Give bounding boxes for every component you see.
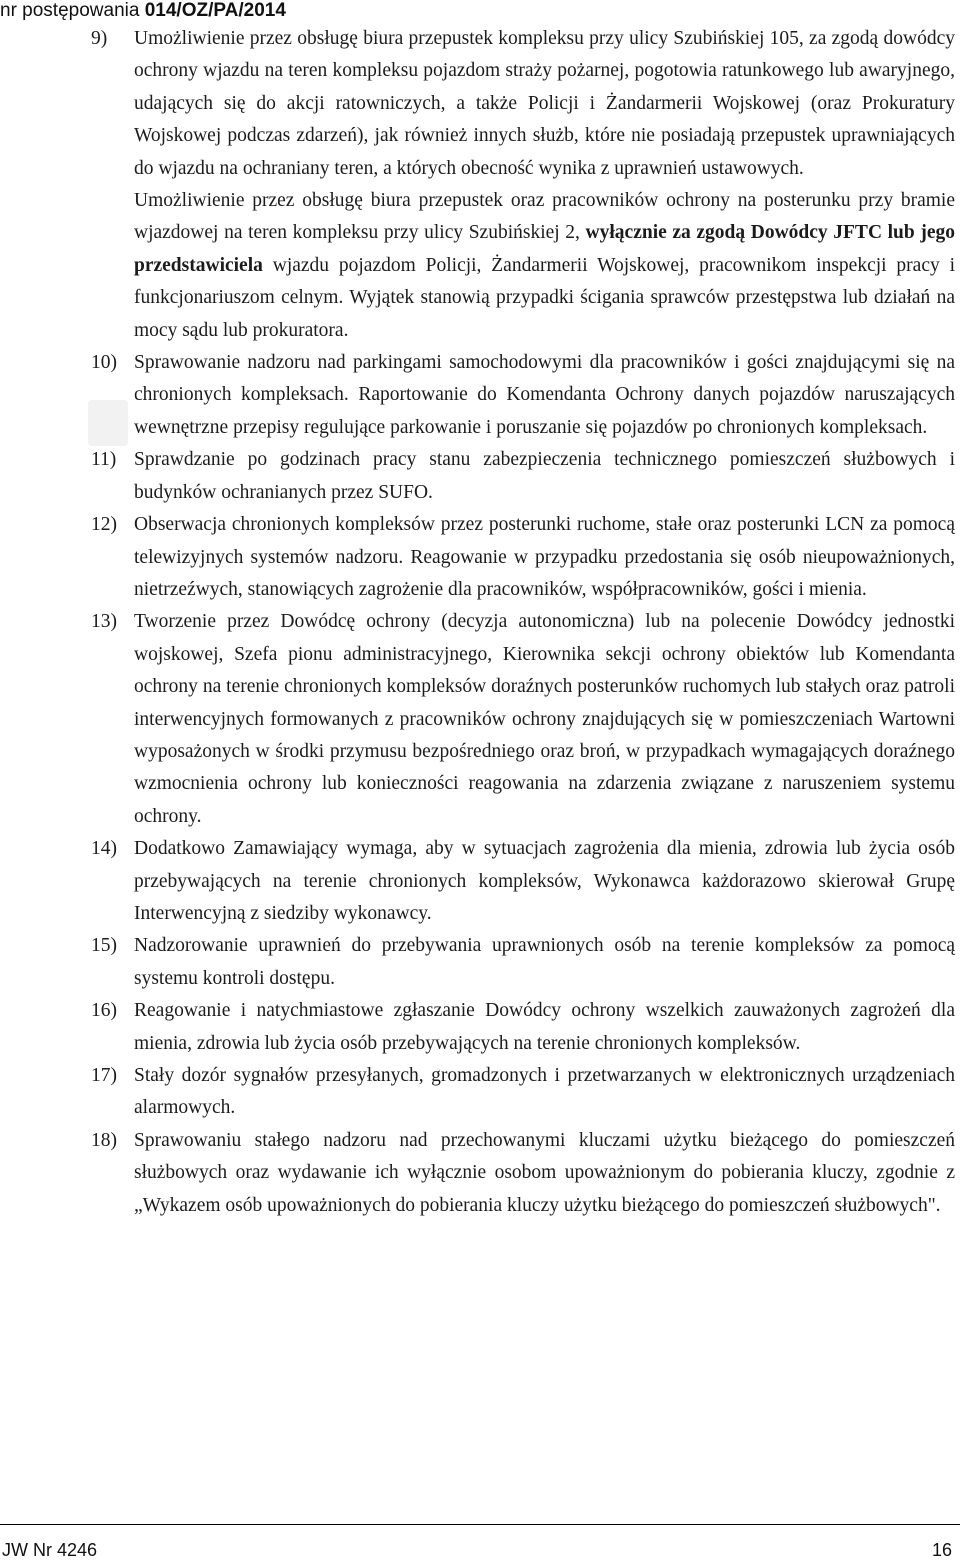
list-item: [78, 444, 955, 509]
list-item: [78, 1060, 955, 1125]
item-number: 11): [91, 449, 117, 471]
header-prefix: nr postępowania: [0, 0, 145, 21]
item-number: 10): [91, 352, 117, 374]
sub-text-bold: wyłącznie za zgodą Dowódcy JFTC lub jego przedstawiciela: [134, 222, 955, 276]
item-number: 12): [91, 514, 117, 536]
list-item: [78, 347, 955, 444]
procedure-number: 014/OZ/PA/2014: [144, 0, 286, 21]
item-text: Tworzenie przez Dowódcę ochrony (decyzja autonomiczna) lub na polecenie Dowódcy jednostki wojskowej, Szefa pionu administracyjnego, Kierownika sekcji ochrony obiektów lub Komendanta ochrony na terenie chronionych kompleksów doraźnych posterunków ruchomych lub stałych oraz patroli interwencyjnych formowanych z pracowników ochrony znajdujących się w pomieszczeniach Wartowni wyposażonych w środki przymusu bezpośredniego oraz broń, w przypadkach wymagających doraźnego wzmocnienia ochrony lub konieczności reagowania na zdarzenia związane z naruszeniem systemu ochrony.: [134, 611, 955, 827]
item-text: Sprawdzanie po godzinach pracy stanu zabezpieczenia technicznego pomieszczeń służbowych i budynków ochranianych przez SUFO.: [134, 449, 955, 503]
footer-unit-label: JW Nr 4246: [2, 1540, 98, 1560]
sub-paragraph: [78, 185, 955, 347]
list-item: [78, 930, 955, 995]
list-item: [78, 23, 955, 185]
list-item: [78, 995, 955, 1060]
item-text: Nadzorowanie uprawnień do przebywania uprawnionych osób na terenie kompleksów za pomocą systemu kontroli dostępu.: [134, 935, 955, 989]
item-number: 13): [91, 611, 117, 633]
item-text: Stały dozór sygnałów przesyłanych, gromadzonych i przetwarzanych w elektronicznych urządzeniach alarmowych.: [134, 1065, 955, 1119]
item-number: 14): [91, 838, 117, 860]
list-item: [78, 509, 955, 606]
item-text: Obserwacja chronionych kompleksów przez posterunki ruchome, stałe oraz posterunki LCN za pomocą telewizyjnych systemów nadzoru. Reagowanie w przypadku przedostania się osób nieupoważnionych, nietrzeźwych, stanowiących zagrożenie dla pracowników, współpracowników, gości i mienia.: [134, 514, 955, 600]
item-text: Sprawowaniu stałego nadzoru nad przechowanymi kluczami użytku bieżącego do pomieszczeń służbowych oraz wydawanie ich wyłącznie osobom upoważnionym do pobierania kluczy, zgodnie z „Wykazem osób upoważnionych do pobierania kluczy użytku bieżącego do pomieszczeń służbowych".: [134, 1129, 955, 1216]
item-number: 15): [91, 935, 117, 957]
item-text: Reagowanie i natychmiastowe zgłaszanie Dowódcy ochrony wszelkich zauważonych zagrożeń dla mienia, zdrowia lub życia osób przebywających na terenie chronionych kompleksów.: [134, 1000, 955, 1054]
list-item: [78, 1125, 955, 1222]
document-body: [78, 23, 955, 1222]
item-text: Dodatkowo Zamawiający wymaga, aby w sytuacjach zagrożenia dla mienia, zdrowia lub życia osób przebywających na terenie chronionych kompleksów, Wykonawca każdorazowo skierował Grupę Interwencyjną z siedziby wykonawcy.: [134, 838, 955, 924]
item-number: 9): [91, 28, 108, 49]
sub-text-end: wjazdu pojazdom Policji, Żandarmerii Wojskowej, pracownikom inspekcji pracy i funkcjonariuszom celnym. Wyjątek stanowią przypadki ścigania sprawców przestępstwa lub działań na mocy sądu lub prokuratora.: [134, 254, 955, 341]
item-text: Sprawowanie nadzoru nad parkingami samochodowymi dla pracowników i gości znajdującymi się na chronionych kompleksach. Raportowanie do Komendanta Ochrony danych pojazdów naruszających wewnętrzne przepisy regulujące parkowanie i poruszanie się pojazdów po chronionych kompleksach.: [134, 352, 955, 438]
sub-text-start: Umożliwienie przez obsługę biura przepustek oraz pracowników ochrony na posterunku przy bramie wjazdowej na teren kompleksu przy ulicy Szubińskiej 2,: [134, 190, 955, 244]
item-number: 16): [91, 1000, 117, 1022]
item-text: Umożliwienie przez obsługę biura przepustek kompleksu przy ulicy Szubińskiej 105, za zgodą dowódcy ochrony wjazdu na teren kompleksu pojazdom straży pożarnej, pogotowia ratunkowego lub awaryjnego, udających się do akcji ratowniczych, a także Policji i Żandarmerii Wojskowej (oraz Prokuratury Wojskowej podczas zdarzeń), jak również innych służb, które nie posiadają przepustek uprawniających do wjazdu na ochraniany teren, a których obecność wynika z uprawnień ustawowych.: [134, 28, 955, 179]
document-header: [0, 0, 286, 22]
item-number: 18): [91, 1129, 117, 1151]
list-item: [78, 606, 955, 833]
list-item: [78, 833, 955, 930]
page-number: 16: [931, 1540, 952, 1560]
item-number: 17): [91, 1065, 117, 1086]
footer-divider: [0, 1524, 960, 1525]
